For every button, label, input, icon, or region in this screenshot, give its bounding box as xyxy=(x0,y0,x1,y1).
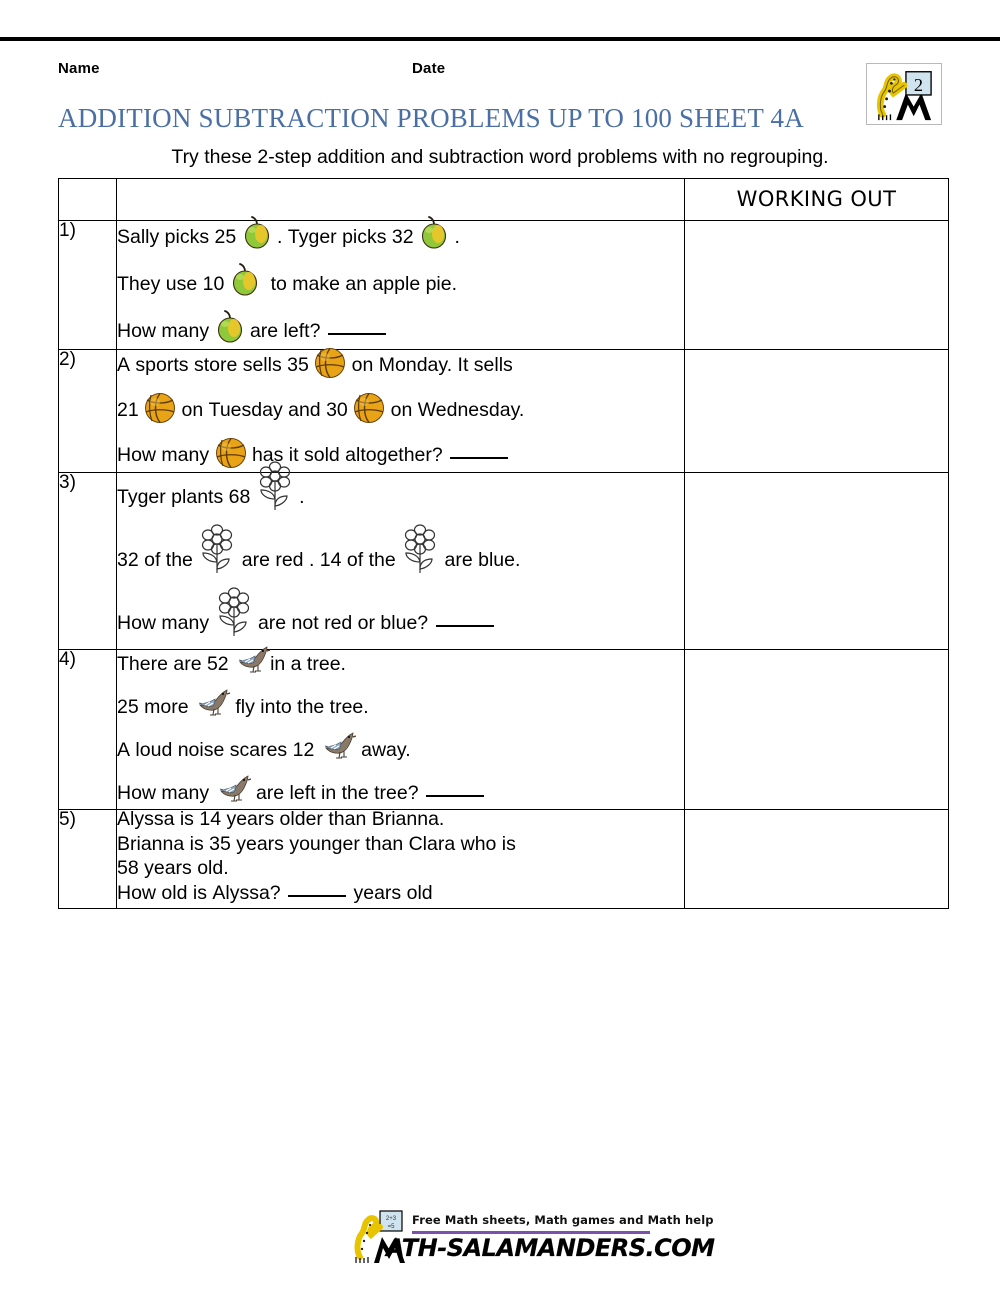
salamander-grade-icon xyxy=(867,64,941,124)
answer-blank[interactable] xyxy=(328,332,386,335)
flower-icon xyxy=(196,524,238,574)
problem-text xyxy=(117,650,685,810)
grade-badge-logo xyxy=(866,63,942,125)
problem-text-segment: are blue. xyxy=(439,549,521,572)
problem-text-segment: . xyxy=(293,486,305,509)
problem-text-segment: are left in the tree? xyxy=(250,782,424,805)
problem-line xyxy=(117,599,684,649)
page-title: ADDITION SUBTRACTION PROBLEMS UP TO 100 SHEET 4A xyxy=(58,103,804,133)
bird-icon xyxy=(234,644,270,674)
answer-blank[interactable] xyxy=(426,794,484,797)
problem-text-segment: are not red or blue? xyxy=(252,612,434,635)
problem-line xyxy=(117,810,684,830)
apple-icon xyxy=(419,216,449,250)
problem-text-segment: They use 10 xyxy=(117,273,230,296)
problem-number: 2) xyxy=(59,350,117,473)
header-cell-blank-body xyxy=(117,179,685,221)
problem-text-segment: A sports store sells 35 xyxy=(117,354,315,377)
grade-number: 2 xyxy=(913,75,924,96)
problem-number: 3) xyxy=(59,473,117,650)
svg-text:2+3: 2+3 xyxy=(385,1216,397,1222)
answer-blank[interactable] xyxy=(288,894,346,897)
header-cell-blank-num xyxy=(59,179,117,221)
problem-text-segment: 25 more xyxy=(117,696,194,719)
instructions: Try these 2-step addition and subtraction word problems with no regrouping. xyxy=(171,146,829,168)
problem-text xyxy=(117,473,685,650)
apple-icon xyxy=(242,216,272,250)
problem-line xyxy=(117,859,684,879)
problem-text-segment: are left? xyxy=(244,320,326,343)
problem-text-segment: 21 xyxy=(117,399,145,422)
problem-text-segment: There are 52 xyxy=(117,653,235,676)
problem-text-segment: Alyssa is 14 years older than Brianna. xyxy=(117,808,445,830)
problem-line xyxy=(117,736,684,766)
problem-line xyxy=(117,536,684,586)
date-label: Date xyxy=(412,60,446,77)
apple-icon xyxy=(215,310,245,344)
problem-text-segment: has it sold altogether? xyxy=(246,444,449,467)
problem-text-segment: How many xyxy=(117,320,215,343)
problem-text-segment: How old is Alyssa? xyxy=(117,881,287,904)
flower-icon xyxy=(213,587,255,637)
answer-blank[interactable] xyxy=(450,456,508,459)
working-out-cell[interactable] xyxy=(685,810,949,909)
svg-text:=5: =5 xyxy=(387,1224,395,1230)
problem-number: 4) xyxy=(59,650,117,810)
problem-text-segment: How many xyxy=(117,444,215,467)
footer-tagline: Free Math sheets, Math games and Math help xyxy=(412,1213,714,1227)
problem-text-segment: fly into the tree. xyxy=(229,696,369,719)
problem-number: 1) xyxy=(59,221,117,350)
table-row xyxy=(59,650,949,810)
problem-text-segment: in a tree. xyxy=(270,653,346,676)
problem-text-segment: 58 years old. xyxy=(117,857,229,879)
working-out-cell[interactable] xyxy=(685,650,949,810)
problem-text-segment: How many xyxy=(117,612,215,635)
problem-text-segment: A loud noise scares 12 xyxy=(117,739,320,762)
answer-blank[interactable] xyxy=(436,624,494,627)
problem-text-segment: Brianna is 35 years younger than Clara who is xyxy=(117,832,516,855)
problem-text-segment: . xyxy=(449,226,460,249)
working-out-cell[interactable] xyxy=(685,221,949,350)
flower-icon xyxy=(254,461,296,511)
problem-text-segment: . Tyger picks 32 xyxy=(271,226,420,249)
problem-text-segment: on Monday. It sells xyxy=(346,354,513,377)
worksheet-table xyxy=(58,178,949,909)
working-out-cell[interactable] xyxy=(685,350,949,473)
table-row xyxy=(59,473,949,650)
problem-text-segment: Sally picks 25 xyxy=(117,226,242,249)
footer xyxy=(0,1205,1000,1276)
table-row xyxy=(59,810,949,909)
problem-text xyxy=(117,350,685,473)
table-row xyxy=(59,221,949,350)
problem-text-segment: years old xyxy=(348,881,433,904)
problem-line xyxy=(117,473,684,523)
table-row xyxy=(59,350,949,473)
problem-text-segment: Tyger plants 68 xyxy=(117,486,256,509)
problem-line xyxy=(117,650,684,680)
problem-line xyxy=(117,832,684,855)
footer-website-url: ATH-SALAMANDERS.COM xyxy=(386,1234,715,1262)
bird-icon xyxy=(320,730,356,760)
problem-line xyxy=(117,440,684,472)
problem-line xyxy=(117,350,684,382)
problem-text-segment: away. xyxy=(355,739,411,762)
problem-text xyxy=(117,221,685,350)
bird-icon xyxy=(215,773,251,803)
basketball-icon xyxy=(144,392,176,424)
problem-line xyxy=(117,395,684,427)
problem-text-segment: on Tuesday and 30 xyxy=(176,399,354,422)
problem-text-segment: on Wednesday. xyxy=(385,399,525,422)
problem-text-segment: are red . 14 of the xyxy=(236,549,402,572)
problem-text-segment: to make an apple pie. xyxy=(259,273,458,296)
page-top-rule xyxy=(0,37,1000,41)
flower-icon xyxy=(399,524,441,574)
problem-text xyxy=(117,810,685,909)
working-out-header: WORKING OUT xyxy=(685,179,949,221)
working-out-cell[interactable] xyxy=(685,473,949,650)
problem-line xyxy=(117,881,684,904)
bird-icon xyxy=(194,687,230,717)
name-label: Name xyxy=(58,60,100,77)
problem-line xyxy=(117,268,684,302)
problem-line xyxy=(117,779,684,809)
problem-line xyxy=(117,693,684,723)
basketball-icon xyxy=(215,437,247,469)
problem-number: 5) xyxy=(59,810,117,909)
basketball-icon xyxy=(353,392,385,424)
apple-icon xyxy=(230,263,260,297)
basketball-icon xyxy=(314,347,346,379)
problem-line xyxy=(117,315,684,349)
table-header-row xyxy=(59,179,949,221)
problem-line xyxy=(117,221,684,255)
problem-text-segment: 32 of the xyxy=(117,549,199,572)
problem-text-segment: How many xyxy=(117,782,215,805)
